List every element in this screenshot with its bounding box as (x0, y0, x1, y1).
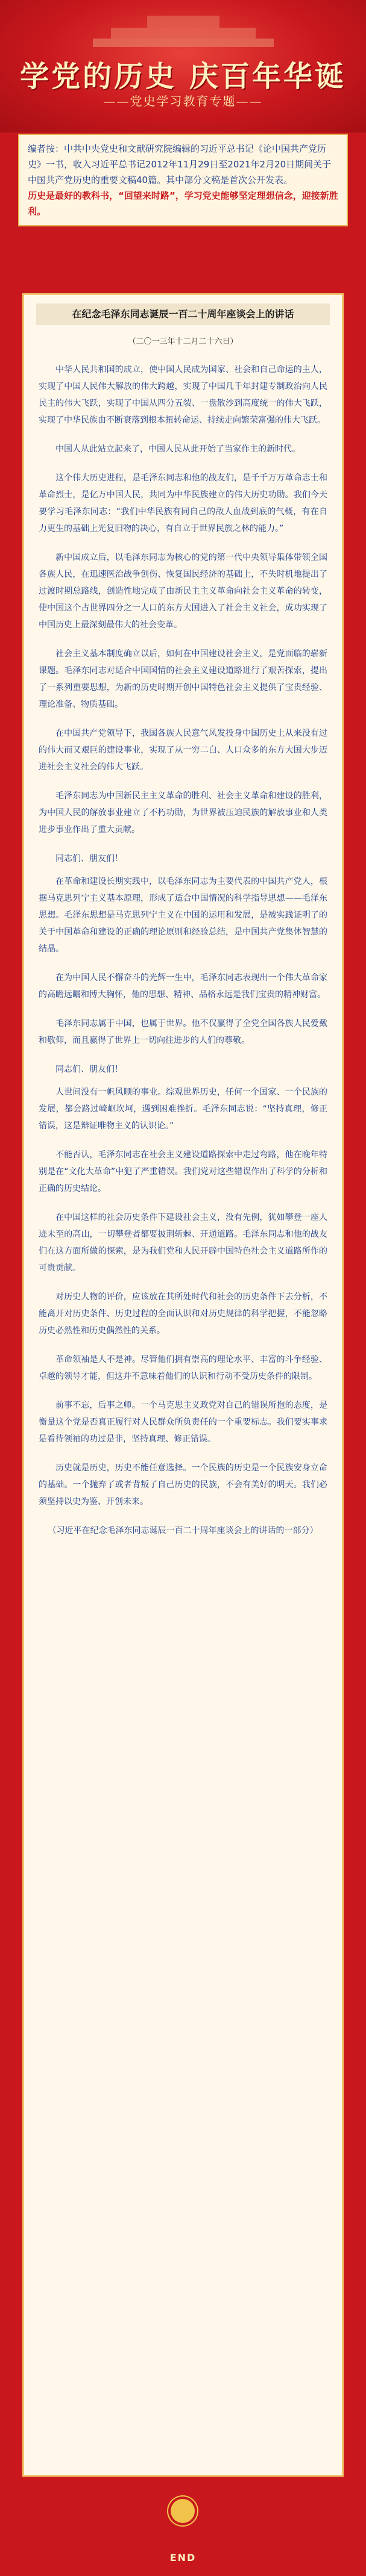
paragraph: 在革命和建设长期实践中，以毛泽东同志为主要代表的中国共产党人，根据马克思列宁主义基本原理，形成了适合中国情况的科学指导思想——毛泽东思想。毛泽东思想是马克思列宁主义在中国的运用和发展，是被实践证明了的关于中国革命和建设的正确的理论原则和经验总结，是中国共产党集体智慧的结晶。 (39, 877, 327, 954)
paragraph: 在中国这样的社会历史条件下建设社会主义，没有先例，犹如攀登一座人迹未至的高山，一切攀登者都要披荆斩棘、开通道路。毛泽东同志和他的战友们在这方面所做的探索，是为我们党和人民开辟中国特色社会主义道路所作的可贵贡献。 (39, 1213, 327, 1273)
paragraph: 社会主义基本制度确立以后，如何在中国建设社会主义，是党面临的崭新课题。毛泽东同志对适合中国国情的社会主义建设道路进行了艰苦探索，提出了一系列重要思想，为新的历史时期开创中国特色社会主义提供了宝贵经验、理论准备、物质基础。 (39, 649, 327, 709)
article-date: （二〇一三年十二月二十六日） (128, 337, 238, 346)
paragraph: 新中国成立后，以毛泽东同志为核心的党的第一代中央领导集体带领全国各族人民，在迅速医治战争创伤、恢复国民经济的基础上，不失时机地提出了过渡时期总路线，创造性地完成了由新民主主义革命向社会主义革命的转变，使中国这个占世界四分之一人口的东方大国进入了社会主义社会，成功实现了中国历史上最深刻最伟大的社会变革。 (39, 553, 327, 630)
paragraph: 在为中国人民不懈奋斗的光辉一生中，毛泽东同志表现出一个伟大革命家的高瞻远瞩和博大胸怀，他的思想、精神、品格永远是我们宝贵的精神财富。 (39, 973, 327, 1000)
paragraph: 毛泽东同志属于中国，也属于世界。他不仅赢得了全党全国各族人民爱戴和敬仰，而且赢得了世界上一切向往进步的人们的尊敬。 (39, 1019, 327, 1045)
paragraph: 前事不忘，后事之师。一个马克思主义政党对自己的错误所抱的态度，是衡量这个党是否真正履行对人民群众所负责任的一个重要标志。我们要实事求是看待领袖的功过是非，坚持真理、修正错误。 (39, 1401, 327, 1444)
banner-subline: ——党史学习教育专题—— (103, 94, 263, 108)
tiananmen-graphic (93, 11, 274, 47)
banner (0, 0, 366, 132)
paragraph: 中国人从此站立起来了，中国人民从此开始了当家作主的新时代。 (55, 444, 300, 454)
paragraph: 革命领袖是人不是神。尽管他们拥有崇高的理论水平、丰富的斗争经验、卓越的领导才能，但这并不意味着他们的认识和行动不受历史条件的限制。 (39, 1355, 327, 1381)
editor-note-highlight: 历史是最好的教科书，“回望来时路”，学习党史能够坚定理想信念，迎接新胜利。 (28, 190, 338, 217)
paragraph: 人世间没有一帆风顺的事业。综观世界历史，任何一个国家、一个民族的发展，都会路过崎岖坎坷，遇到困难挫折。毛泽东同志说：“坚持真理，修正错误，这是辩证唯物主义的认识论。” (39, 1087, 327, 1131)
paragraph: 毛泽东同志为中国新民主主义革命的胜利、社会主义革命和建设的胜利，为中国人民的解放事业建立了不朽功勋，为世界被压迫民族的解放事业和人类进步事业作出了重大贡献。 (39, 791, 327, 835)
party-emblem-icon (171, 2499, 195, 2523)
paragraph: 历史就是历史，历史不能任意选择。一个民族的历史是一个民族安身立命的基础。一个抛弃了或者背叛了自己历史的民族，不会有美好的明天。我们必须坚持以史为鉴、开创未来。 (39, 1463, 327, 1507)
end-label: END (169, 2552, 197, 2563)
paragraph: 不能否认，毛泽东同志在社会主义建设道路探索中走过弯路，他在晚年特别是在“文化大革命”中犯了严重错误。我们党对这些错误作出了科学的分析和正确的历史结论。 (39, 1150, 327, 1193)
article-body (39, 361, 327, 1551)
banner-headline: 学党的历史 庆百年华诞 (20, 60, 346, 93)
paragraph: 中华人民共和国的成立，使中国人民成为国家、社会和自己命运的主人，实现了中国人民伟大解放的伟大跨越，实现了中国几千年封建专制政治向人民民主的伟大飞跃，实现了中国从四分五裂、一盘散沙到高度统一的伟大飞跃，实现了中华民族由不断衰落到根本扭转命运、持续走向繁荣富强的伟大飞跃。 (39, 365, 327, 425)
closing-note: （习近平在纪念毛泽东同志诞辰一百二十周年座谈会上的讲话的一部分） (48, 1526, 318, 1535)
paragraph: 对历史人物的评价，应该放在其所处时代和社会的历史条件下去分析，不能离开对历史条件、历史过程的全面认识和对历史规律的科学把握，不能忽略历史必然性和历史偶然性的关系。 (39, 1292, 327, 1336)
building-roof (147, 16, 219, 28)
paragraph: 同志们、朋友们！ (55, 1065, 123, 1074)
paragraph: 同志们、朋友们！ (55, 854, 123, 863)
article-title: 在纪念毛泽东同志诞辰一百二十周年座谈会上的讲话 (36, 303, 330, 325)
article-card (24, 295, 342, 2475)
paragraph: 这个伟大历史进程，是毛泽东同志和他的战友们，是千千万万革命志士和革命烈士，是亿万中国人民，共同为中华民族建立的伟大历史功勋。我们今天要学习毛泽东同志：“我们中华民族有同自己的敌人血战到底的气概，有在自力更生的基础上光复旧物的决心，有自立于世界民族之林的能力。” (39, 473, 327, 534)
building-middle (111, 28, 256, 39)
editor-note (18, 134, 348, 226)
paragraph: 在中国共产党领导下，我国各族人民意气风发投身中国历史上从来没有过的伟大而又艰巨的建设事业，实现了从一穷二白、人口众多的东方大国大步迈进社会主义社会的伟大飞跃。 (39, 729, 327, 772)
building-base (93, 39, 274, 47)
editor-note-text: 编者按：中共中央党史和文献研究院编辑的习近平总书记《论中国共产党历史》一书，收入习近平总书记2012年11月29日至2021年2月20日期间关于中国共产党历史的重要文稿40篇。其中部分文稿是首次公开发表。 (28, 143, 332, 185)
